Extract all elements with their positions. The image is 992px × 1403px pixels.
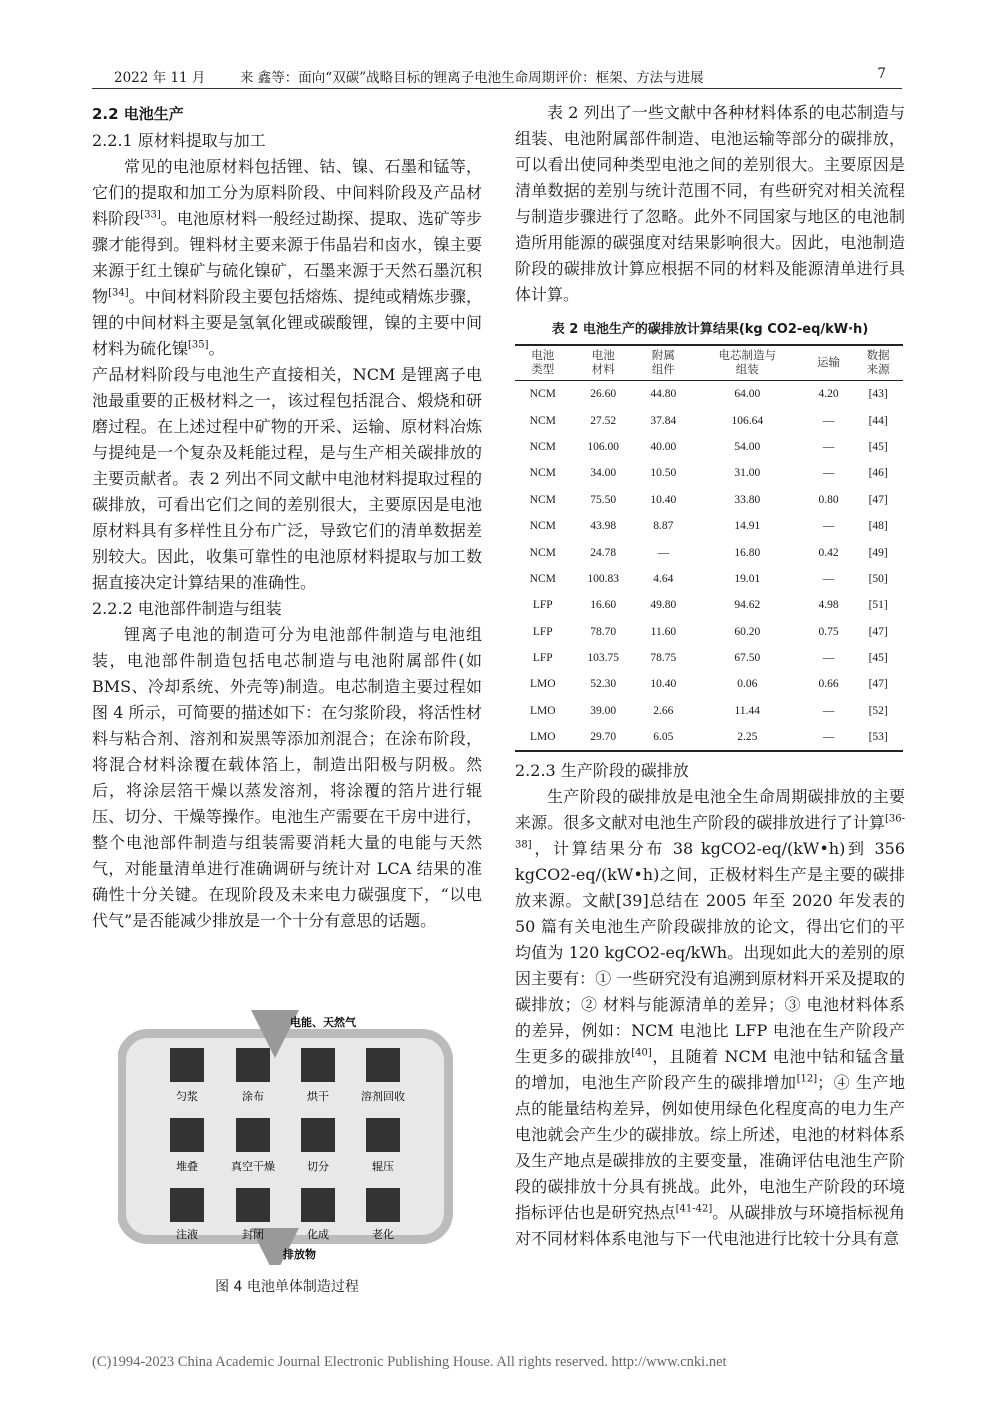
- table-header-row: [515, 345, 903, 381]
- text: ，且随着 NCM 电池中钴和锰含量的增加，电池生产阶段产生的碳排增加: [515, 1047, 905, 1093]
- table-cell: [43]: [868, 388, 888, 401]
- table-body: [515, 381, 903, 752]
- table-cell: 16.80: [734, 546, 761, 559]
- table-header: 附属 组件: [651, 350, 675, 376]
- copyright-footer: (C)1994-2023 China Academic Journal Electronic Publishing House. All rights reserved. http://www.cnki.net: [92, 1354, 727, 1370]
- citation[interactable]: [12]: [796, 1074, 818, 1086]
- table-cell: 54.00: [734, 440, 761, 453]
- table-cell: LFP: [532, 652, 553, 665]
- table-cell: —: [822, 440, 835, 453]
- table-cell: 64.00: [734, 388, 761, 401]
- table-cell: NCM: [529, 414, 556, 427]
- table-cell: 16.60: [590, 599, 617, 612]
- table-cell: 100.83: [587, 572, 620, 585]
- table-cell: 52.30: [590, 678, 617, 691]
- table-header: 电芯制造与 组装: [718, 350, 777, 376]
- table-cell: 26.60: [590, 388, 617, 401]
- table-cell: —: [822, 704, 835, 717]
- table-cell: [52]: [868, 704, 888, 717]
- vacuum-dry-icon: [236, 1118, 270, 1152]
- table-row: [515, 619, 903, 645]
- table-cell: —: [822, 652, 835, 665]
- table-cell: 106.00: [587, 440, 620, 453]
- table-cell: 40.00: [650, 440, 677, 453]
- text: 。从碳排放与环境指标视角对不同材料体系电池与下一代电池进行比较十分具有意: [515, 1203, 905, 1249]
- table-cell: LFP: [532, 625, 553, 638]
- rolling-icon: [366, 1118, 400, 1152]
- citation[interactable]: [33]: [140, 209, 161, 221]
- step-label: 辊压: [372, 1160, 394, 1173]
- table-cell: LFP: [532, 599, 553, 612]
- table-cell: 4.98: [818, 599, 839, 612]
- text: 。中间材料阶段主要包括熔炼、提纯或精炼步骤，锂的中间材料主要是氢氧化锂或碳酸锂，镍的主要中间材料为硫化镍: [92, 287, 482, 358]
- table-cell: —: [822, 467, 835, 480]
- figure-cell-manufacturing: [118, 1010, 458, 1265]
- table-cell: 27.52: [590, 414, 617, 427]
- table-cell: 37.84: [650, 414, 677, 427]
- table-row: [515, 566, 903, 592]
- text: ，计算结果分布 38 kgCO2-eq/(kW•h)到 356 kgCO2-eq/(kW•h)之间，正极材料生产是主要的碳排放来源。文献[39]总结在 2005 年至 2020 年发表的 50 篇有关电池生产阶段碳排放的论文，得出它们的平均值为 120 kgCO2-eq/kWh。出现如此大的差别的原因主要有：① 一些研究没有追溯到原材料开采及提取的碳排放；② 材料与能源清单的差异；③ 电池材料体系的差异，例如：NCM 电池比 LFP 电池在生产阶段产生更多的碳排放: [515, 839, 905, 1067]
- step-label: 真空干燥: [231, 1160, 275, 1173]
- stacking-icon: [170, 1118, 204, 1152]
- table-cell: 31.00: [734, 467, 761, 480]
- table-cell: 0.42: [818, 546, 839, 559]
- table-cell: [48]: [868, 520, 888, 533]
- step-label: 注液: [176, 1228, 198, 1241]
- table-cell: 39.00: [590, 704, 617, 717]
- table-cell: 103.75: [587, 652, 620, 665]
- table-cell: 43.98: [590, 520, 617, 533]
- table-caption: 表 2 电池生产的碳排放计算结果(kg CO2-eq/kW·h): [551, 322, 869, 337]
- input-label: 电能、天然气: [290, 1016, 356, 1029]
- table-cell: —: [822, 520, 835, 533]
- table-cell: 49.80: [650, 599, 677, 612]
- figure-caption: 图 4 电池单体制造过程: [215, 1279, 359, 1295]
- solvent-recovery-icon: [366, 1048, 400, 1082]
- subsection-heading-3: 2.2.3 生产阶段的碳排放: [515, 761, 689, 781]
- table-cell: [47]: [868, 493, 888, 506]
- table-header: 电池 类型: [531, 350, 555, 376]
- citation[interactable]: [35]: [188, 339, 209, 351]
- drying-icon: [301, 1048, 335, 1082]
- text: ；④ 生产地点的能量结构差异，例如使用绿色化程度高的电力生产电池就会产生少的碳排放。综上所述，电池的材料体系及生产地点是碳排放的主要变量，准确评估电池生产阶段的碳排放十分具有挑战。此外，电池生产阶段的环境指标评估也是研究热点: [515, 1073, 905, 1223]
- table-cell: 6.05: [653, 731, 674, 744]
- table-cell: NCM: [529, 440, 556, 453]
- coating-icon: [236, 1048, 270, 1082]
- section-heading: 2.2 电池生产: [92, 105, 184, 123]
- subsection-heading-1: 2.2.1 原材料提取与加工: [92, 131, 266, 150]
- citation[interactable]: [36-38]: [515, 814, 905, 852]
- table-row: [515, 724, 903, 751]
- formation-icon: [301, 1188, 335, 1222]
- subsection-heading-2: 2.2.2 电池部件制造与组装: [92, 599, 282, 618]
- slitting-icon: [301, 1118, 335, 1152]
- text: 常见的电池原材料包括锂、钴、镍、石墨和锰等，它们的提取和加工分为原料阶段、中间料阶段及产品材料阶段: [92, 157, 482, 228]
- table-header: 电池 材料: [591, 350, 615, 376]
- table-cell: 10.40: [650, 678, 677, 691]
- table-cell: —: [657, 546, 670, 559]
- process-diagram: [118, 1010, 458, 1265]
- table-cell: LMO: [529, 731, 556, 744]
- table-cell: 4.20: [818, 388, 839, 401]
- table-row: [515, 698, 903, 724]
- table-cell: [44]: [868, 414, 888, 427]
- text: 生产阶段的碳排放是电池全生命周期碳排放的主要来源。很多文献对电池生产阶段的碳排放进行了计算: [515, 787, 905, 833]
- table-row: [515, 592, 903, 618]
- table-cell: 33.80: [734, 493, 761, 506]
- step-label: 烘干: [307, 1090, 329, 1103]
- sealing-icon: [236, 1188, 270, 1222]
- table-cell: 44.80: [650, 388, 677, 401]
- citation[interactable]: [40]: [631, 1048, 652, 1060]
- step-label: 匀浆: [176, 1090, 198, 1103]
- table-cell: 10.50: [650, 467, 677, 480]
- table-cell: [46]: [868, 467, 888, 480]
- table-cell: 0.06: [737, 678, 758, 691]
- table-row: [515, 434, 903, 460]
- step-label: 化成: [307, 1228, 329, 1241]
- table-row: [515, 513, 903, 539]
- table-row: [515, 460, 903, 486]
- step-label: 堆叠: [176, 1160, 198, 1173]
- table-cell: 11.60: [650, 625, 677, 638]
- paragraph-production-emissions: [515, 784, 905, 1252]
- table-row: [515, 645, 903, 671]
- page-number: 7: [877, 66, 886, 82]
- table-cell: 34.00: [590, 467, 617, 480]
- table-cell: 94.62: [734, 599, 761, 612]
- table-cell: NCM: [529, 572, 556, 585]
- table-cell: 11.44: [734, 704, 760, 717]
- table-cell: 10.40: [650, 493, 677, 506]
- table-cell: LMO: [529, 704, 556, 717]
- table-cell: 8.87: [653, 520, 674, 533]
- table-cell: NCM: [529, 388, 556, 401]
- table-cell: 67.50: [734, 652, 761, 665]
- table-cell: 0.66: [818, 678, 839, 691]
- text: 。: [208, 339, 225, 358]
- table-cell: [45]: [868, 652, 888, 665]
- filling-icon: [170, 1188, 204, 1222]
- output-label: 排放物: [283, 1248, 316, 1261]
- table-row: [515, 539, 903, 565]
- paragraph-product-materials: 产品材料阶段与电池生产直接相关，NCM 是锂离子电池最重要的正极材料之一，该过程包括混合、煅烧和研磨过程。在上述过程中矿物的开采、运输、原材料冶炼与提纯是一个复杂及耗能过程，是与生产相关碳排放的主要贡献者。表 2 列出不同文献中电池材料提取过程的碳排放，可看出它们之间的差别很大，主要原因是电池原材料具有多样性且分布广泛，导致它们的清单数据差别较大。因此，收集可靠性的电池原材料提取与加工数据直接决定计算结果的准确性。: [92, 365, 482, 592]
- table-cell: 2.66: [653, 704, 674, 717]
- table-cell: [47]: [868, 625, 888, 638]
- table-cell: 14.91: [734, 520, 761, 533]
- table-cell: NCM: [529, 520, 556, 533]
- table-cell: 75.50: [590, 493, 617, 506]
- table-cell: 78.70: [590, 625, 617, 638]
- text: 。电池原材料一般经过勘探、提取、选矿等步骤才能得到。锂料材主要来源于伟晶岩和卤水，镍主要来源于红土镍矿与硫化镍矿，石墨来源于天然石墨沉积物: [92, 209, 482, 306]
- table-cell: [53]: [868, 731, 888, 744]
- table-cell: NCM: [529, 467, 556, 480]
- step-label: 老化: [372, 1228, 394, 1241]
- emissions-table: [515, 344, 903, 752]
- header-date: 2022 年 11 月: [114, 70, 206, 86]
- table-row: [515, 381, 903, 408]
- aging-icon: [366, 1188, 400, 1222]
- citation[interactable]: [34]: [108, 287, 129, 299]
- left-column: [92, 100, 482, 934]
- table-cell: [45]: [868, 440, 888, 453]
- table-header: 数据 来源: [866, 350, 890, 376]
- table-cell: 78.75: [650, 652, 677, 665]
- running-header: [92, 64, 902, 89]
- table-cell: NCM: [529, 493, 556, 506]
- table-row: [515, 407, 903, 433]
- paragraph-manufacturing: 锂离子电池的制造可分为电池部件制造与电池组装，电池部件制造包括电芯制造与电池附属部件(如 BMS、冷却系统、外壳等)制造。电芯制造主要过程如图 4 所示，可简要的描述如下：在匀浆阶段，将活性材料与粘合剂、溶剂和炭黑等添加剂混合；在涂布阶段，将混合材料涂覆在载体箔上，制造出阳极与阴极。然后，将涂层箔干燥以蒸发溶剂，将涂覆的箔片进行辊压、切分、干燥等操作。电池生产需要在干房中进行，整个电池部件制造与组装需要消耗大量的电能与天然气，对能量清单进行准确调研与统计对 LCA 结果的准确性十分关键。在现阶段及未来电力碳强度下，“以电代气”是否能减少排放是一个十分有意思的话题。: [92, 625, 482, 930]
- table-row: [515, 487, 903, 513]
- table-cell: [50]: [868, 572, 888, 585]
- step-label: 封闭: [242, 1228, 264, 1241]
- table-cell: 24.78: [590, 546, 617, 559]
- step-label: 涂布: [242, 1090, 264, 1103]
- paragraph-table-intro: 表 2 列出了一些文献中各种材料体系的电芯制造与组装、电池附属部件制造、电池运输等部分的碳排放，可以看出使同种类型电池之间的差别很大。主要原因是清单数据的差别与统计范围不同，有些研究对相关流程与制造步骤进行了忽略。此外不同国家与地区的电池制造所用能源的碳强度对结果影响很大。因此，电池制造阶段的碳排放计算应根据不同的材料及能源清单进行具体计算。: [515, 103, 905, 304]
- table-cell: [47]: [868, 678, 888, 691]
- table-cell: 0.75: [818, 625, 839, 638]
- table-cell: 19.01: [734, 572, 761, 585]
- table-cell: —: [822, 414, 835, 427]
- step-label: 切分: [307, 1160, 329, 1173]
- mixing-icon: [170, 1048, 204, 1082]
- paragraph-raw-materials: [92, 154, 482, 362]
- table-cell: [49]: [868, 546, 888, 559]
- table-cell: NCM: [529, 546, 556, 559]
- header-title: 来 鑫等：面向“双碳”战略目标的锂离子电池生命周期评价：框架、方法与进展: [240, 70, 704, 86]
- table-cell: LMO: [529, 678, 556, 691]
- table-cell: —: [822, 572, 835, 585]
- citation[interactable]: [41-42]: [675, 1204, 713, 1216]
- table-cell: 4.64: [653, 572, 674, 585]
- right-column: [515, 100, 905, 1252]
- table-cell: 60.20: [734, 625, 761, 638]
- table-cell: 106.64: [731, 414, 764, 427]
- step-label: 溶剂回收: [361, 1090, 405, 1103]
- table-header: 运输: [817, 357, 841, 369]
- table-cell: —: [822, 731, 835, 744]
- table-cell: [51]: [868, 599, 888, 612]
- table-cell: 2.25: [737, 731, 758, 744]
- table-cell: 0.80: [818, 493, 839, 506]
- table-cell: 29.70: [590, 731, 617, 744]
- table-row: [515, 671, 903, 697]
